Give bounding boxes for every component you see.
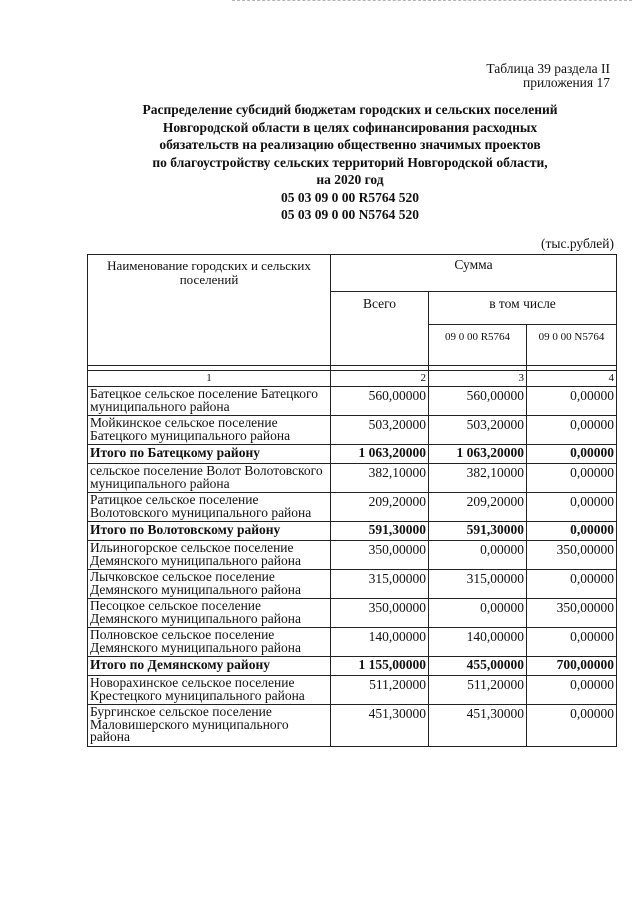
header-total: Всего [331, 292, 429, 366]
budget-code-line: 05 03 09 0 00 R5764 520 [281, 189, 419, 205]
header-including: в том числе [429, 292, 617, 325]
reference-line-1: Таблица 39 раздела II [486, 61, 610, 76]
r5764-amount-cell: 0,00000 [429, 599, 527, 628]
n5764-amount-cell: 0,00000 [527, 676, 617, 705]
table-row [88, 705, 617, 747]
table-row [88, 464, 617, 493]
table-row [88, 387, 617, 416]
n5764-amount-cell: 350,00000 [527, 599, 617, 628]
title-line: обязательств на реализацию общественно значимых проектов [159, 137, 541, 152]
total-amount-cell: 560,00000 [331, 387, 429, 416]
column-number: 3 [429, 371, 527, 387]
n5764-amount-cell: 0,00000 [527, 493, 617, 522]
column-number: 4 [527, 371, 617, 387]
title-line: Новгородской области в целях софинансирования расходных [162, 119, 538, 135]
settlement-name-cell: Песоцкое сельское поселение Демянского муниципального района [88, 599, 331, 628]
settlement-name-cell: сельское поселение Волот Волотовского муниципального района [88, 464, 331, 493]
unit-label: (тыс.рублей) [541, 236, 614, 251]
table-reference [486, 62, 610, 90]
n5764-amount-cell: 0,00000 [527, 570, 617, 599]
table-row [88, 493, 617, 522]
total-amount-cell: 451,30000 [331, 705, 429, 747]
total-amount-cell: 1 155,00000 [331, 657, 429, 676]
settlement-name-cell: Итого по Демянскому району [88, 657, 331, 676]
column-number: 1 [88, 371, 331, 387]
header-code-r5764: 09 0 00 R5764 [429, 325, 527, 366]
n5764-amount-cell: 0,00000 [527, 628, 617, 657]
header-row [88, 255, 617, 292]
total-amount-cell: 140,00000 [331, 628, 429, 657]
r5764-amount-cell: 455,00000 [429, 657, 527, 676]
total-amount-cell: 350,00000 [331, 599, 429, 628]
r5764-amount-cell: 511,20000 [429, 676, 527, 705]
district-total-row [88, 522, 617, 541]
settlement-name-cell: Ратицкое сельское поселение Волотовского муниципального района [88, 493, 331, 522]
r5764-amount-cell: 560,00000 [429, 387, 527, 416]
total-amount-cell: 382,10000 [331, 464, 429, 493]
r5764-amount-cell: 1 063,20000 [429, 445, 527, 464]
n5764-amount-cell: 0,00000 [527, 445, 617, 464]
top-dashed-line [232, 0, 632, 1]
settlement-name-cell: Батецкое сельское поселение Батецкого муниципального района [88, 387, 331, 416]
budget-code-line: 05 03 09 0 00 N5764 520 [281, 207, 419, 222]
settlement-name-cell: Мойкинское сельское поселение Батецкого муниципального района [88, 416, 331, 445]
table-row [88, 628, 617, 657]
n5764-amount-cell: 0,00000 [527, 464, 617, 493]
r5764-amount-cell: 315,00000 [429, 570, 527, 599]
subsidy-table [87, 254, 617, 747]
table-row [88, 541, 617, 570]
settlement-name-cell: Итого по Батецкому району [88, 445, 331, 464]
title-line: на 2020 год [316, 172, 384, 187]
header-code-n5764: 09 0 00 N5764 [527, 325, 617, 366]
district-total-row [88, 445, 617, 464]
settlement-name-cell: Лычковское сельское поселение Демянского муниципального района [88, 570, 331, 599]
r5764-amount-cell: 140,00000 [429, 628, 527, 657]
total-amount-cell: 1 063,20000 [331, 445, 429, 464]
title-line: Распределение субсидий бюджетам городских и сельских поселений [142, 102, 558, 117]
settlement-name-cell: Итого по Волотовскому району [88, 522, 331, 541]
r5764-amount-cell: 0,00000 [429, 541, 527, 570]
header-sum: Сумма [331, 255, 617, 292]
total-amount-cell: 315,00000 [331, 570, 429, 599]
settlement-name-cell: Бургинское сельское поселение Маловишерского муниципального района [88, 705, 331, 747]
district-total-row [88, 657, 617, 676]
table-row [88, 570, 617, 599]
r5764-amount-cell: 503,20000 [429, 416, 527, 445]
total-amount-cell: 503,20000 [331, 416, 429, 445]
settlement-name-cell: Полновское сельское поселение Демянского муниципального района [88, 628, 331, 657]
reference-line-2: приложения 17 [522, 75, 610, 90]
table-row [88, 416, 617, 445]
total-amount-cell: 350,00000 [331, 541, 429, 570]
column-number-row [88, 371, 617, 387]
total-amount-cell: 511,20000 [331, 676, 429, 705]
title-line: по благоустройству сельских территорий Новгородской области, [152, 154, 548, 170]
column-number: 2 [331, 371, 429, 387]
table-row [88, 599, 617, 628]
n5764-amount-cell: 0,00000 [527, 387, 617, 416]
n5764-amount-cell: 350,00000 [527, 541, 617, 570]
n5764-amount-cell: 0,00000 [527, 522, 617, 541]
r5764-amount-cell: 382,10000 [429, 464, 527, 493]
header-name: Наименование городских и сельских поселений [88, 255, 331, 366]
r5764-amount-cell: 209,20000 [429, 493, 527, 522]
total-amount-cell: 209,20000 [331, 493, 429, 522]
settlement-name-cell: Ильиногорское сельское поселение Демянского муниципального района [88, 541, 331, 570]
n5764-amount-cell: 700,00000 [527, 657, 617, 676]
total-amount-cell: 591,30000 [331, 522, 429, 541]
n5764-amount-cell: 0,00000 [527, 416, 617, 445]
r5764-amount-cell: 591,30000 [429, 522, 527, 541]
r5764-amount-cell: 451,30000 [429, 705, 527, 747]
n5764-amount-cell: 0,00000 [527, 705, 617, 747]
document-title [80, 101, 620, 224]
settlement-name-cell: Новорахинское сельское поселение Крестецкого муниципального района [88, 676, 331, 705]
table-row [88, 676, 617, 705]
